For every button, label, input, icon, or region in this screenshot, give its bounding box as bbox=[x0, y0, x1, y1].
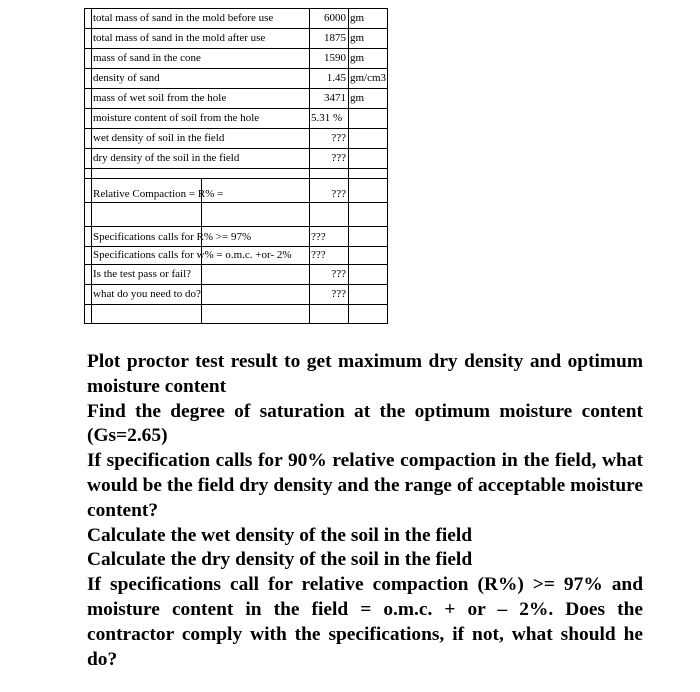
grid-line bbox=[84, 88, 388, 89]
question-list bbox=[87, 350, 643, 672]
table-row-value: ??? bbox=[311, 249, 326, 261]
table-row-unit: gm bbox=[350, 92, 365, 104]
table-row-value: ??? bbox=[331, 188, 346, 200]
table-row-label: total mass of sand in the mold after use bbox=[93, 32, 266, 44]
grid-line bbox=[84, 8, 85, 324]
table-row-label: density of sand bbox=[93, 72, 160, 84]
table-row-label: total mass of sand in the mold before use bbox=[93, 12, 274, 24]
table-row-value: ??? bbox=[331, 152, 346, 164]
table-row-value: 3471 bbox=[324, 92, 346, 104]
grid-line bbox=[387, 8, 388, 324]
grid-line bbox=[84, 168, 388, 169]
table-row-unit: gm bbox=[350, 32, 365, 44]
table-row-label: wet density of soil in the field bbox=[93, 132, 225, 144]
table-row-value: ??? bbox=[311, 231, 326, 243]
grid-line bbox=[84, 264, 388, 265]
grid-line bbox=[84, 68, 388, 69]
table-row-unit: gm bbox=[350, 52, 365, 64]
table-row-value: 1875 bbox=[324, 32, 346, 44]
table-row-label: Relative Compaction = R% = bbox=[93, 188, 224, 200]
grid-line bbox=[84, 48, 388, 49]
grid-line bbox=[84, 128, 388, 129]
table-row-label: mass of sand in the cone bbox=[93, 52, 201, 64]
grid-line bbox=[84, 108, 388, 109]
table-row-label: Specifications calls for w% = o.m.c. +or- 2% bbox=[93, 249, 292, 261]
table-row-value: 5.31 % bbox=[311, 112, 343, 124]
table-row-label: dry density of the soil in the field bbox=[93, 152, 240, 164]
table-row-unit: gm/cm3 bbox=[350, 72, 387, 84]
table-row-value: 1590 bbox=[324, 52, 346, 64]
grid-line bbox=[348, 8, 349, 324]
grid-line bbox=[84, 178, 388, 179]
table-row-label: Specifications calls for R% >= 97% bbox=[93, 231, 252, 243]
grid-line bbox=[84, 323, 388, 324]
question-item: If specification calls for 90% relative compaction in the field, what would be the field dry density and the range of acceptable moisture content? bbox=[87, 450, 643, 521]
question-item: If specifications call for relative compaction (R%) >= 97% and moisture content in the field = o.m.c. + or – 2%. Does the contractor comply with the specifications, if not, what should he do? bbox=[87, 574, 643, 670]
grid-line bbox=[84, 202, 388, 203]
question-item: Plot proctor test result to get maximum dry density and optimum moisture content bbox=[87, 351, 643, 397]
question-item: Calculate the wet density of the soil in the field bbox=[87, 524, 473, 546]
question-item: Calculate the dry density of the soil in the field bbox=[87, 549, 473, 571]
grid-line bbox=[84, 148, 388, 149]
grid-line bbox=[84, 246, 388, 247]
table-row-value: ??? bbox=[331, 288, 346, 300]
table-row-value: ??? bbox=[331, 132, 346, 144]
grid-line bbox=[84, 28, 388, 29]
grid-line bbox=[91, 8, 92, 324]
question-item: Find the degree of saturation at the optimum moisture content (Gs=2.65) bbox=[87, 400, 643, 447]
grid-line bbox=[84, 226, 388, 227]
grid-line bbox=[84, 304, 388, 305]
table-row-value: ??? bbox=[331, 268, 346, 280]
grid-line bbox=[84, 284, 388, 285]
grid-line bbox=[84, 8, 388, 9]
table-row-label: what do you need to do? bbox=[93, 288, 201, 300]
table-row-label: Is the test pass or fail? bbox=[93, 268, 192, 280]
table-row-value: 1.45 bbox=[326, 72, 346, 84]
table-row-label: moisture content of soil from the hole bbox=[93, 112, 260, 124]
table-row-unit: gm bbox=[350, 12, 365, 24]
table-row-value: 6000 bbox=[324, 12, 346, 24]
table-row-label: mass of wet soil from the hole bbox=[93, 92, 227, 104]
